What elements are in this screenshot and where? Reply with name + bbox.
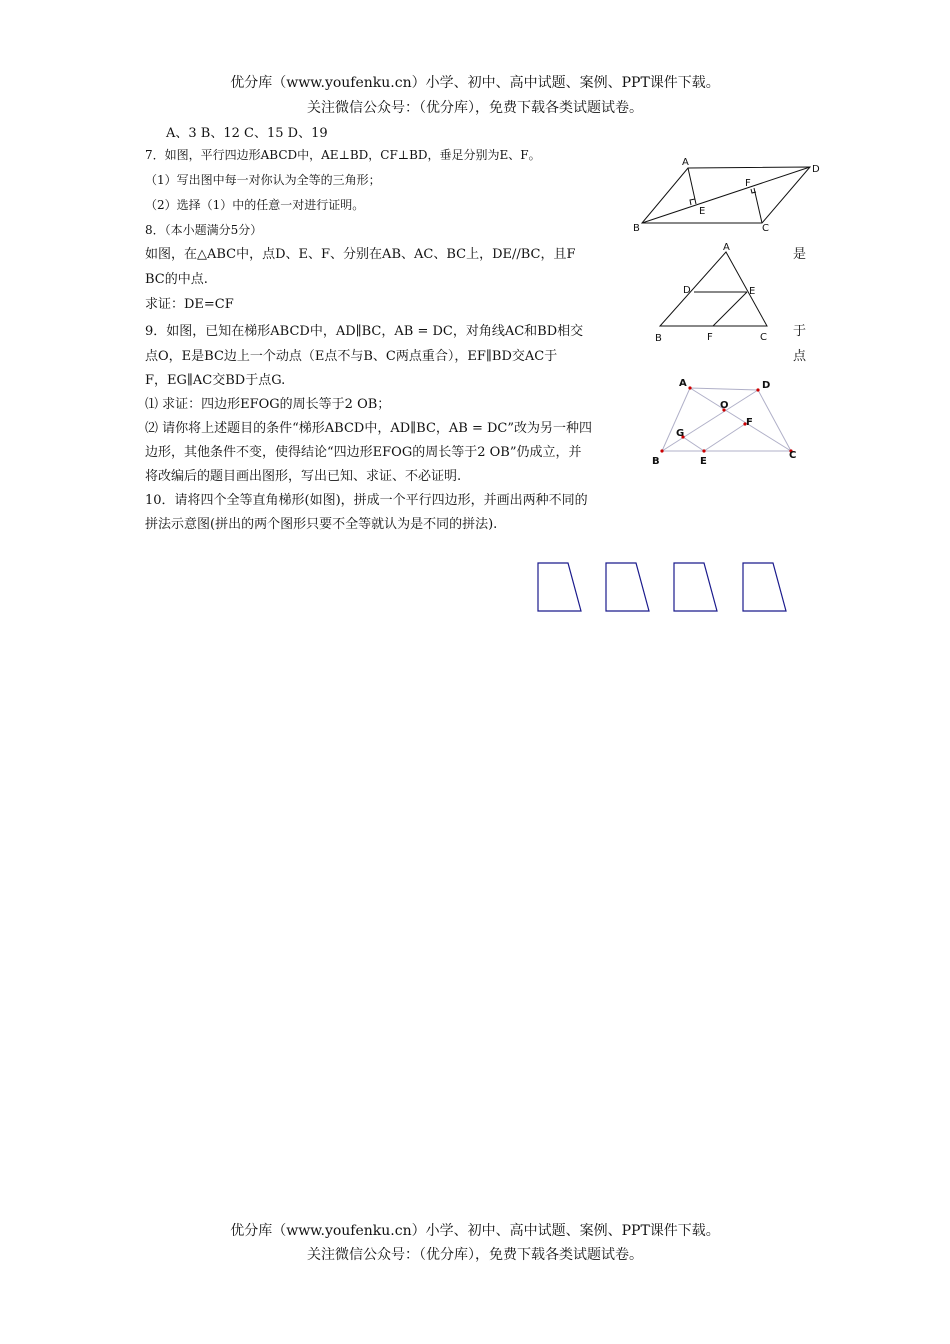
q9-line-1-tail: 于	[793, 324, 807, 339]
q8-line-2: BC的中点.	[145, 272, 208, 287]
q7-label-f: F	[745, 178, 751, 189]
q10-line-2: 拼法示意图(拼出的两个图形只要不全等就认为是不同的拼法).	[145, 517, 498, 532]
q7-label-b: B	[633, 223, 640, 234]
q7-parallelogram-figure	[630, 155, 825, 240]
q9-label-a: A	[679, 378, 687, 389]
q7-part-2: （2）选择（1）中的任意一对进行证明。	[145, 198, 365, 212]
options-line: A、3 B、12 C、15 D、19	[166, 126, 328, 141]
q8-triangle-figure	[650, 240, 780, 345]
q7-stem: 7．如图，平行四边形ABCD中，AE⊥BD，CF⊥BD，垂足分别为E、F。	[145, 148, 541, 162]
right-trapezoid-1	[538, 563, 581, 611]
right-trapezoid-4	[743, 563, 786, 611]
q9-label-d: D	[762, 380, 771, 391]
q7-part-1: （1）写出图中每一对你认为全等的三角形；	[145, 173, 381, 187]
q8-label-e: E	[749, 286, 756, 297]
q8-label-b: B	[655, 333, 662, 344]
q10-trapezoid-set	[530, 555, 795, 617]
q9-part-2-line-1: ⑵ 请你将上述题目的条件“梯形ABCD中，AD∥BC，AB = DC”改为另一种四	[145, 421, 593, 436]
q10-line-1: 10．请将四个全等直角梯形(如图)，拼成一个平行四边形，并画出两种不同的	[145, 493, 588, 508]
header-line-1: 优分库（www.youfenku.cn）小学、初中、高中试题、案例、PPT课件下载。	[230, 75, 720, 91]
q8-label-f: F	[707, 332, 713, 343]
q9-label-e: E	[700, 456, 707, 467]
q7-label-e: E	[699, 206, 706, 217]
right-trapezoid-2	[606, 563, 649, 611]
q8-label-d: D	[683, 285, 691, 296]
q9-label-b: B	[652, 456, 660, 467]
q9-trapezoid-figure	[648, 376, 803, 471]
q9-line-1: 9．如图，已知在梯形ABCD中，AD∥BC，AB = DC，对角线AC和BD相交	[145, 324, 584, 339]
q7-label-a: A	[682, 157, 689, 168]
q9-line-3: F，EG∥AC交BD于点G.	[145, 373, 286, 388]
right-trapezoid-3	[674, 563, 717, 611]
q8-line-1: 如图，在△ABC中，点D、E、F、分别在AB、AC、BC上，DE//BC，且F	[145, 247, 576, 262]
footer-line-2: 关注微信公众号：（优分库），免费下载各类试题试卷。	[307, 1247, 643, 1263]
q8-line-1-tail: 是	[793, 247, 807, 262]
q9-label-g: G	[676, 428, 685, 439]
q9-line-2-tail: 点	[793, 349, 807, 364]
q8-line-3: 求证：DE=CF	[145, 297, 234, 312]
q9-label-c: C	[789, 450, 797, 461]
q7-label-c: C	[762, 223, 769, 234]
q8-label-a: A	[723, 242, 730, 253]
q7-label-d: D	[812, 164, 820, 175]
q9-part-2-line-2: 边形，其他条件不变，使得结论“四边形EFOG的周长等于2 OB”仍成立，并	[145, 445, 582, 460]
q9-line-2: 点O，E是BC边上一个动点（E点不与B、C两点重合），EF∥BD交AC于	[145, 349, 558, 364]
q9-label-o: O	[720, 400, 729, 411]
header-line-2: 关注微信公众号：（优分库），免费下载各类试题试卷。	[307, 100, 643, 116]
q8-label-c: C	[760, 332, 767, 343]
q9-label-f: F	[746, 417, 753, 428]
q9-part-1: ⑴ 求证：四边形EFOG的周长等于2 OB；	[145, 397, 391, 412]
q8-title: 8．（本小题满分5分）	[145, 223, 263, 237]
q9-part-2-line-3: 将改编后的题目画出图形，写出已知、求证、不必证明.	[145, 469, 462, 484]
footer-line-1: 优分库（www.youfenku.cn）小学、初中、高中试题、案例、PPT课件下载。	[230, 1223, 720, 1239]
